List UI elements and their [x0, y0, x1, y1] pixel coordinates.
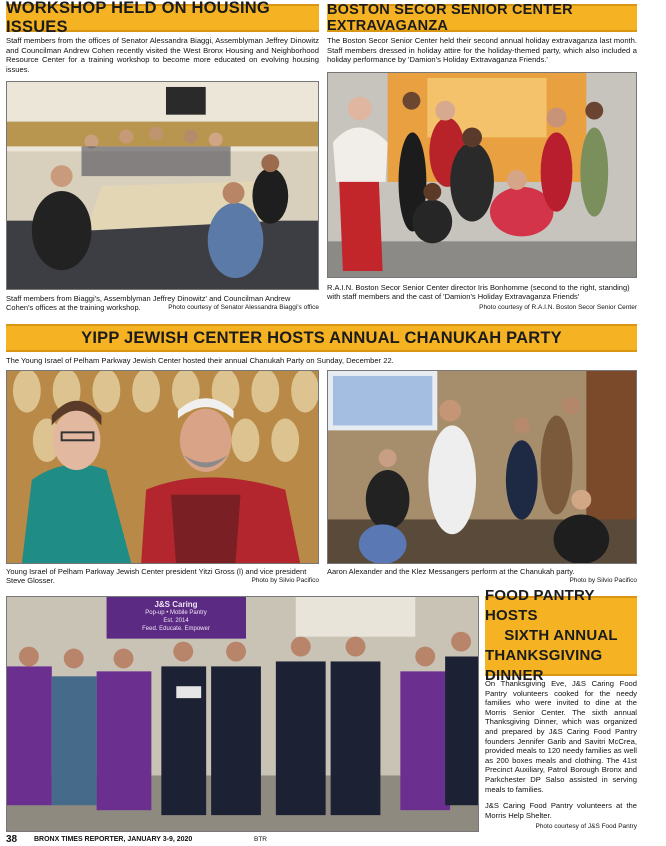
secor-body: The Boston Secor Senior Center held their second annual holiday extravaganza last month. Staff members dressed in holiday attire for the holiday-themed party, which also included a holiday performance by 'Damion's Holiday Extravaganza Friends.' — [327, 36, 637, 65]
workshop-headline: WORKSHOP HELD ON HOUSING ISSUES — [6, 4, 319, 32]
secor-headline: BOSTON SECOR SENIOR CENTER EXTRAVAGANZA — [327, 4, 637, 32]
yipp-body: The Young Israel of Pelham Parkway Jewish Center hosted their annual Chanukah Party on Sunday, December 22. — [6, 356, 394, 365]
workshop-caption: Staff members from Biaggi's, Assemblyman Jeffrey Dinowitz' and Councilman Andrew Cohen's offices at the training workshop. — [6, 294, 291, 313]
secor-credit: Photo courtesy of R.A.I.N. Boston Secor Senior Center — [479, 304, 637, 311]
pantry-banner-line3: Est. 2014 — [163, 618, 189, 624]
secor-photo — [327, 72, 637, 278]
pantry-body: On Thanksgiving Eve, J&S Caring Food Pantry volunteers cooked for the needy families who were invited to dine at the Morris Senior Center. The sixth annual Thanksgiving Dinner, which was organized and prepared by J&S Caring Food Pantry founders Jennifer Garib and Savitri McCrea, provided meals to 120 needy families as well as 200 boxes meals and clothing. The 41st Precinct Auxiliary, Patrol Borough Bronx and Parkchester DP Salso assisted in serving meals to families. — [485, 679, 637, 794]
yipp-headline: YIPP JEWISH CENTER HOSTS ANNUAL CHANUKAH PARTY — [6, 324, 637, 352]
pantry-credit: Photo courtesy of J&S Food Pantry — [535, 823, 637, 830]
pantry-body-2: J&S Caring Food Pantry volunteers at the Morris Help Shelter. — [485, 801, 637, 820]
yipp-right-caption: Aaron Alexander and the Klez Messangers perform at the Chanukah party. — [327, 567, 575, 576]
yipp-right-photo — [327, 370, 637, 564]
workshop-credit: Photo courtesy of Senator Alessandra Biaggi's office — [168, 304, 319, 311]
workshop-body: Staff members from the offices of Senator Alessandra Biaggi, Assemblyman Jeffrey Dinowitz and Councilman Andrew Cohen recently visited the West Bronx Housing and Neighborhood Resource Center for a training workshop to become more educated on evolving housing issues. — [6, 36, 319, 74]
pantry-banner-line2: Pop-up • Mobile Pantry — [145, 610, 207, 616]
publication-line: BRONX TIMES REPORTER, JANUARY 3-9, 2020 — [34, 836, 193, 843]
secor-caption: R.A.I.N. Boston Secor Senior Center director Iris Bonhomme (second to the right, standing) with staff members and the cast of 'Damion's Holiday Extravaganza Friends' — [327, 283, 630, 302]
yipp-right-credit: Photo by Silvio Pacifico — [569, 577, 637, 584]
page-number: 38 — [6, 834, 18, 845]
section-code: BTR — [254, 836, 267, 843]
pantry-banner-line4: Feed. Educate. Empower — [142, 626, 210, 632]
pantry-headline-line3: THANKSGIVING DINNER — [485, 647, 603, 684]
pantry-headline-line1: FOOD PANTRY HOSTS — [485, 587, 595, 624]
yipp-left-photo — [6, 370, 319, 564]
pantry-photo-banner — [106, 598, 246, 640]
workshop-photo — [6, 81, 319, 290]
pantry-headline-line2: SIXTH ANNUAL — [504, 627, 618, 644]
pantry-banner-line1: J&S Caring — [154, 600, 198, 609]
yipp-left-credit: Photo by Silvio Pacifico — [251, 577, 319, 584]
yipp-left-caption: Young Israel of Pelham Parkway Jewish Center president Yitzi Gross (l) and vice president Steve Glosser. — [6, 567, 307, 586]
pantry-headline — [485, 587, 637, 684]
